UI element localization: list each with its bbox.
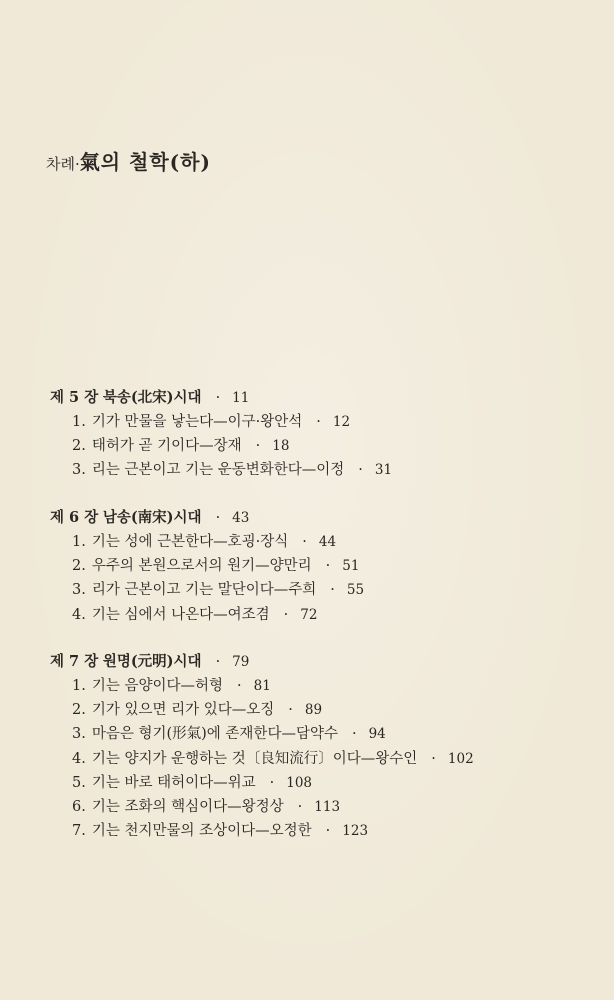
page-number: 123 <box>342 823 369 840</box>
separator-dot: · <box>269 774 275 791</box>
chapter-6 <box>50 506 364 627</box>
entry-title: 마음은 형기(形氣)에 존재한다—담약수 <box>91 726 338 743</box>
separator-dot: · <box>215 654 221 670</box>
entry-title: 기는 성에 근본한다—호굉·장식 <box>91 534 289 550</box>
toc-entry[interactable] <box>50 603 364 627</box>
entry-title: 기는 음양이다—허형 <box>91 678 224 694</box>
chapter-name: 북송(北宋)시대 <box>102 389 202 406</box>
page-number: 108 <box>286 774 313 791</box>
entry-number: 3. <box>72 582 86 599</box>
separator-dot: · <box>297 798 303 815</box>
toc-header <box>46 146 211 175</box>
entry-number: 1. <box>72 678 86 694</box>
entry-number: 5. <box>72 774 86 791</box>
chapter-heading[interactable] <box>50 506 364 530</box>
page-number: 94 <box>368 726 386 743</box>
entry-number: 1. <box>72 534 86 550</box>
toc-entry[interactable] <box>50 434 392 458</box>
entry-title: 기는 천지만물의 조상이다—오정한 <box>91 823 312 840</box>
separator-dot: · <box>283 606 289 623</box>
entry-number: 1. <box>72 414 86 430</box>
separator-dot: · <box>358 462 363 479</box>
page-number: 51 <box>342 558 360 575</box>
chapter-heading[interactable] <box>50 386 392 410</box>
entry-title: 기는 심에서 나온다—여조겸 <box>91 606 270 623</box>
book-title: 氣의 철학(하) <box>79 150 211 174</box>
entry-number: 6. <box>72 798 86 815</box>
entry-number: 7. <box>72 823 86 840</box>
chapter-label: 제 7 장 <box>50 653 99 670</box>
separator-dot: · <box>325 823 331 840</box>
toc-entry[interactable] <box>50 578 364 602</box>
toc-entry[interactable] <box>50 722 474 746</box>
entry-title: 기는 바로 태허이다—위교 <box>91 774 256 791</box>
toc-entry[interactable] <box>50 458 392 482</box>
toc-prefix: 차례· <box>46 155 80 173</box>
toc-entry[interactable] <box>50 771 474 795</box>
entry-title: 우주의 본원으로서의 원기—양만리 <box>91 558 312 575</box>
toc-entry[interactable] <box>50 819 474 843</box>
toc-entry[interactable] <box>50 554 364 578</box>
toc-entry[interactable] <box>50 795 474 819</box>
separator-dot: · <box>302 534 307 550</box>
entry-number: 2. <box>72 438 86 455</box>
separator-dot: · <box>316 414 321 430</box>
chapter-5 <box>50 386 392 483</box>
page-number: 113 <box>314 798 341 815</box>
chapter-heading[interactable] <box>50 650 474 674</box>
separator-dot: · <box>215 390 221 406</box>
entry-number: 2. <box>72 558 86 575</box>
entry-number: 3. <box>72 462 86 479</box>
entry-title: 기는 양지가 운행하는 것〔良知流行〕이다—왕수인 <box>91 750 418 767</box>
toc-entry[interactable] <box>50 674 474 698</box>
entry-title: 기가 만물을 낳는다—이구·왕안석 <box>91 414 303 430</box>
page-number: 81 <box>253 678 271 694</box>
entry-title: 리는 근본이고 기는 운동변화한다—이정 <box>91 462 345 479</box>
toc-entry[interactable] <box>50 747 474 771</box>
separator-dot: · <box>431 750 436 767</box>
page-number: 11 <box>232 390 250 406</box>
entry-title: 기는 조화의 핵심이다—왕정상 <box>91 798 284 815</box>
separator-dot: · <box>215 510 221 526</box>
entry-number: 3. <box>72 726 86 743</box>
page-number: 44 <box>318 534 337 550</box>
separator-dot: · <box>288 702 293 719</box>
chapter-label: 제 5 장 <box>50 389 99 406</box>
toc-entry[interactable] <box>50 530 364 554</box>
page-number: 72 <box>300 606 318 623</box>
chapter-name: 원명(元明)시대 <box>102 653 202 670</box>
page-number: 12 <box>332 414 351 430</box>
separator-dot: · <box>351 726 357 743</box>
chapter-label: 제 6 장 <box>50 509 99 526</box>
entry-title: 기가 있으면 리가 있다—오징 <box>91 702 275 719</box>
page-number: 55 <box>346 582 365 599</box>
entry-title: 리가 근본이고 기는 말단이다—주희 <box>91 582 317 599</box>
page-number: 79 <box>232 654 250 670</box>
page-number: 89 <box>304 702 323 719</box>
page-number: 102 <box>447 750 474 767</box>
entry-number: 2. <box>72 702 86 719</box>
entry-number: 4. <box>72 750 86 767</box>
separator-dot: · <box>255 438 261 455</box>
page-number: 31 <box>374 462 393 479</box>
page-number: 43 <box>232 510 250 526</box>
separator-dot: · <box>325 558 331 575</box>
toc-entry[interactable] <box>50 410 392 434</box>
entry-title: 태허가 곧 기이다—장재 <box>91 438 242 455</box>
entry-number: 4. <box>72 606 86 623</box>
toc-entry[interactable] <box>50 698 474 722</box>
page-number: 18 <box>272 438 290 455</box>
chapter-7 <box>50 650 474 843</box>
separator-dot: · <box>237 678 242 694</box>
chapter-name: 남송(南宋)시대 <box>102 509 202 526</box>
separator-dot: · <box>330 582 335 599</box>
